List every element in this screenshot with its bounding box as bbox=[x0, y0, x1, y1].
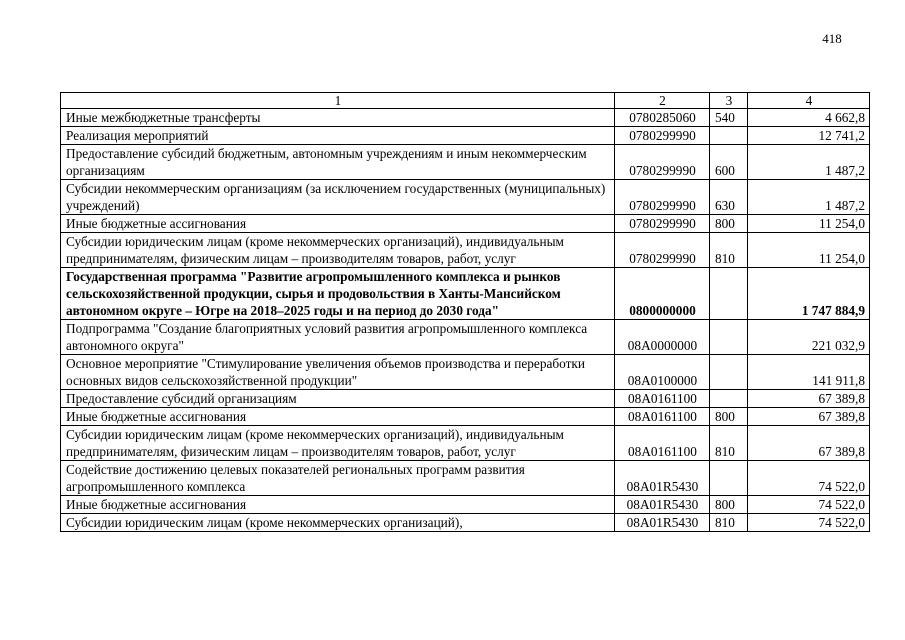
table-row bbox=[61, 514, 870, 532]
row-type-cell: 810 bbox=[710, 426, 748, 461]
row-type-cell: 800 bbox=[710, 496, 748, 514]
row-name-cell: Субсидии некоммерческим организациям (за исключением государственных (муниципальных) учреждений) bbox=[61, 180, 615, 215]
row-name-cell: Реализация мероприятий bbox=[61, 127, 615, 145]
row-type-cell: 600 bbox=[710, 145, 748, 180]
column-header-code: 2 bbox=[615, 93, 710, 109]
row-amount-cell: 74 522,0 bbox=[748, 514, 870, 532]
table-row bbox=[61, 408, 870, 426]
row-name-cell: Субсидии юридическим лицам (кроме некоммерческих организаций), индивидуальным предпринимателям, физическим лицам – производителям товаров, работ, услуг bbox=[61, 426, 615, 461]
table-row bbox=[61, 355, 870, 390]
row-type-cell: 800 bbox=[710, 408, 748, 426]
row-type-cell bbox=[710, 461, 748, 496]
row-code-cell: 0780299990 bbox=[615, 145, 710, 180]
row-code-cell: 0780299990 bbox=[615, 233, 710, 268]
row-type-cell: 630 bbox=[710, 180, 748, 215]
row-code-cell: 08А0161100 bbox=[615, 408, 710, 426]
row-name-cell: Субсидии юридическим лицам (кроме некоммерческих организаций), bbox=[61, 514, 615, 532]
column-header-amount: 4 bbox=[748, 93, 870, 109]
row-type-cell: 800 bbox=[710, 215, 748, 233]
table-row bbox=[61, 461, 870, 496]
row-amount-cell: 11 254,0 bbox=[748, 215, 870, 233]
row-amount-cell: 67 389,8 bbox=[748, 426, 870, 461]
row-code-cell: 08А01R5430 bbox=[615, 461, 710, 496]
row-type-cell bbox=[710, 355, 748, 390]
table-row bbox=[61, 109, 870, 127]
row-amount-cell: 67 389,8 bbox=[748, 390, 870, 408]
row-name-cell: Подпрограмма "Создание благоприятных условий развития агропромышленного комплекса автономного округа" bbox=[61, 320, 615, 355]
row-code-cell: 0780299990 bbox=[615, 215, 710, 233]
row-amount-cell: 141 911,8 bbox=[748, 355, 870, 390]
table-body bbox=[61, 109, 870, 532]
table-row bbox=[61, 145, 870, 180]
row-amount-cell: 74 522,0 bbox=[748, 496, 870, 514]
row-type-cell bbox=[710, 127, 748, 145]
table-row bbox=[61, 496, 870, 514]
row-name-cell: Государственная программа "Развитие агропромышленного комплекса и рынков сельскохозяйственной продукции, сырья и продовольствия в Ханты-Мансийском автономном округе – Югре на 2018–2025 годы и на период до 2030 года" bbox=[61, 268, 615, 320]
row-type-cell: 540 bbox=[710, 109, 748, 127]
column-header-type: 3 bbox=[710, 93, 748, 109]
row-amount-cell: 74 522,0 bbox=[748, 461, 870, 496]
row-amount-cell: 1 487,2 bbox=[748, 145, 870, 180]
table-row bbox=[61, 268, 870, 320]
column-header-name: 1 bbox=[61, 93, 615, 109]
row-amount-cell: 1 487,2 bbox=[748, 180, 870, 215]
table-row bbox=[61, 127, 870, 145]
row-amount-cell: 4 662,8 bbox=[748, 109, 870, 127]
row-code-cell: 0780285060 bbox=[615, 109, 710, 127]
row-code-cell: 0780299990 bbox=[615, 127, 710, 145]
row-amount-cell: 12 741,2 bbox=[748, 127, 870, 145]
row-code-cell: 0800000000 bbox=[615, 268, 710, 320]
row-name-cell: Иные бюджетные ассигнования bbox=[61, 215, 615, 233]
row-amount-cell: 67 389,8 bbox=[748, 408, 870, 426]
table-header-row bbox=[61, 93, 870, 109]
budget-table bbox=[60, 92, 870, 532]
table-row bbox=[61, 320, 870, 355]
row-amount-cell: 1 747 884,9 bbox=[748, 268, 870, 320]
row-code-cell: 08А0100000 bbox=[615, 355, 710, 390]
row-code-cell: 08А01R5430 bbox=[615, 496, 710, 514]
row-name-cell: Иные бюджетные ассигнования bbox=[61, 408, 615, 426]
row-name-cell: Субсидии юридическим лицам (кроме некоммерческих организаций), индивидуальным предпринимателям, физическим лицам – производителям товаров, работ, услуг bbox=[61, 233, 615, 268]
table-row bbox=[61, 180, 870, 215]
row-type-cell bbox=[710, 390, 748, 408]
table-row bbox=[61, 233, 870, 268]
row-type-cell bbox=[710, 268, 748, 320]
row-name-cell: Иные бюджетные ассигнования bbox=[61, 496, 615, 514]
page-number: 418 bbox=[822, 31, 842, 46]
table-row bbox=[61, 426, 870, 461]
row-type-cell: 810 bbox=[710, 233, 748, 268]
row-name-cell: Иные межбюджетные трансферты bbox=[61, 109, 615, 127]
row-name-cell: Основное мероприятие "Стимулирование увеличения объемов производства и переработки основных видов сельскохозяйственной продукции" bbox=[61, 355, 615, 390]
row-code-cell: 08А01R5430 bbox=[615, 514, 710, 532]
table-row bbox=[61, 215, 870, 233]
table-row bbox=[61, 390, 870, 408]
row-code-cell: 0780299990 bbox=[615, 180, 710, 215]
row-amount-cell: 221 032,9 bbox=[748, 320, 870, 355]
row-name-cell: Содействие достижению целевых показателей региональных программ развития агропромышленного комплекса bbox=[61, 461, 615, 496]
row-name-cell: Предоставление субсидий бюджетным, автономным учреждениям и иным некоммерческим организациям bbox=[61, 145, 615, 180]
row-code-cell: 08А0161100 bbox=[615, 390, 710, 408]
row-type-cell bbox=[710, 320, 748, 355]
row-type-cell: 810 bbox=[710, 514, 748, 532]
row-code-cell: 08А0161100 bbox=[615, 426, 710, 461]
row-amount-cell: 11 254,0 bbox=[748, 233, 870, 268]
row-name-cell: Предоставление субсидий организациям bbox=[61, 390, 615, 408]
row-code-cell: 08А0000000 bbox=[615, 320, 710, 355]
